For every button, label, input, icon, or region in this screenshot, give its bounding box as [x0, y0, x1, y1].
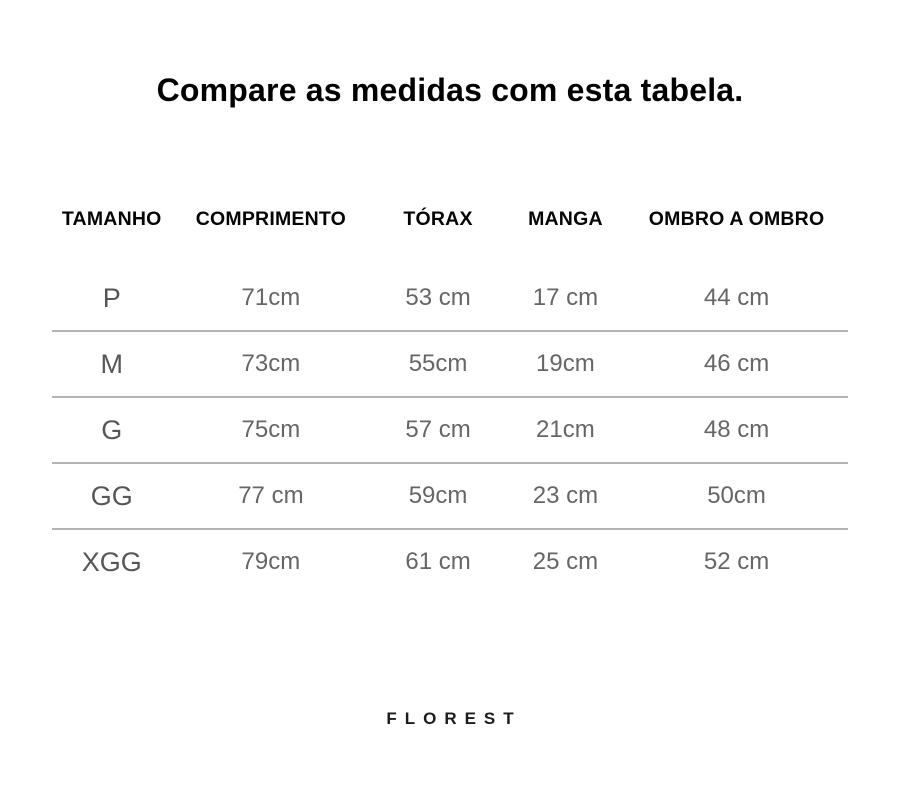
table-header-row	[52, 208, 848, 266]
size-label-gg: GG	[52, 463, 171, 529]
size-label-xgg: XGG	[81, 546, 142, 577]
size-table	[52, 208, 848, 594]
table-row-g	[52, 397, 848, 463]
col-header-manga: MANGA	[528, 208, 603, 230]
cell-xgg-manga: 25 cm	[532, 548, 599, 575]
cell-m-torax: 55cm	[370, 331, 505, 397]
cell-gg-ombro: 50cm	[625, 463, 848, 529]
cell-xgg-ombro: 52 cm	[703, 548, 770, 575]
size-label-p: P	[52, 266, 171, 331]
size-label-m: M	[52, 331, 171, 397]
page-title: Compare as medidas com esta tabela.	[156, 72, 744, 108]
cell-p-comprimento: 71cm	[171, 266, 370, 331]
col-header-comprimento: COMPRIMENTO	[195, 208, 347, 230]
cell-g-manga: 21cm	[506, 397, 625, 463]
cell-p-ombro: 44 cm	[625, 266, 848, 331]
cell-g-torax: 57 cm	[370, 397, 505, 463]
cell-p-manga: 17 cm	[506, 266, 625, 331]
cell-gg-torax: 59cm	[370, 463, 505, 529]
cell-p-torax: 53 cm	[370, 266, 505, 331]
table-row-gg	[52, 463, 848, 529]
size-label-g: G	[52, 397, 171, 463]
cell-gg-comprimento: 77 cm	[171, 463, 370, 529]
col-header-tamanho: TAMANHO	[61, 208, 162, 230]
brand-logo: FLOREST	[386, 709, 522, 728]
col-header-torax: TÓRAX	[403, 208, 473, 230]
cell-g-ombro: 48 cm	[625, 397, 848, 463]
col-header-ombro-a-ombro: OMBRO A OMBRO	[648, 208, 825, 230]
table-body	[52, 266, 848, 594]
cell-xgg-comprimento: 79cm	[241, 548, 301, 575]
cell-xgg-torax: 61 cm	[405, 548, 471, 575]
cell-g-comprimento: 75cm	[171, 397, 370, 463]
cell-m-manga: 19cm	[506, 331, 625, 397]
cell-m-comprimento: 73cm	[171, 331, 370, 397]
cell-m-ombro: 46 cm	[625, 331, 848, 397]
table-row-m	[52, 331, 848, 397]
table-row-xgg	[52, 529, 848, 594]
table-row-p	[52, 266, 848, 331]
cell-gg-manga: 23 cm	[506, 463, 625, 529]
